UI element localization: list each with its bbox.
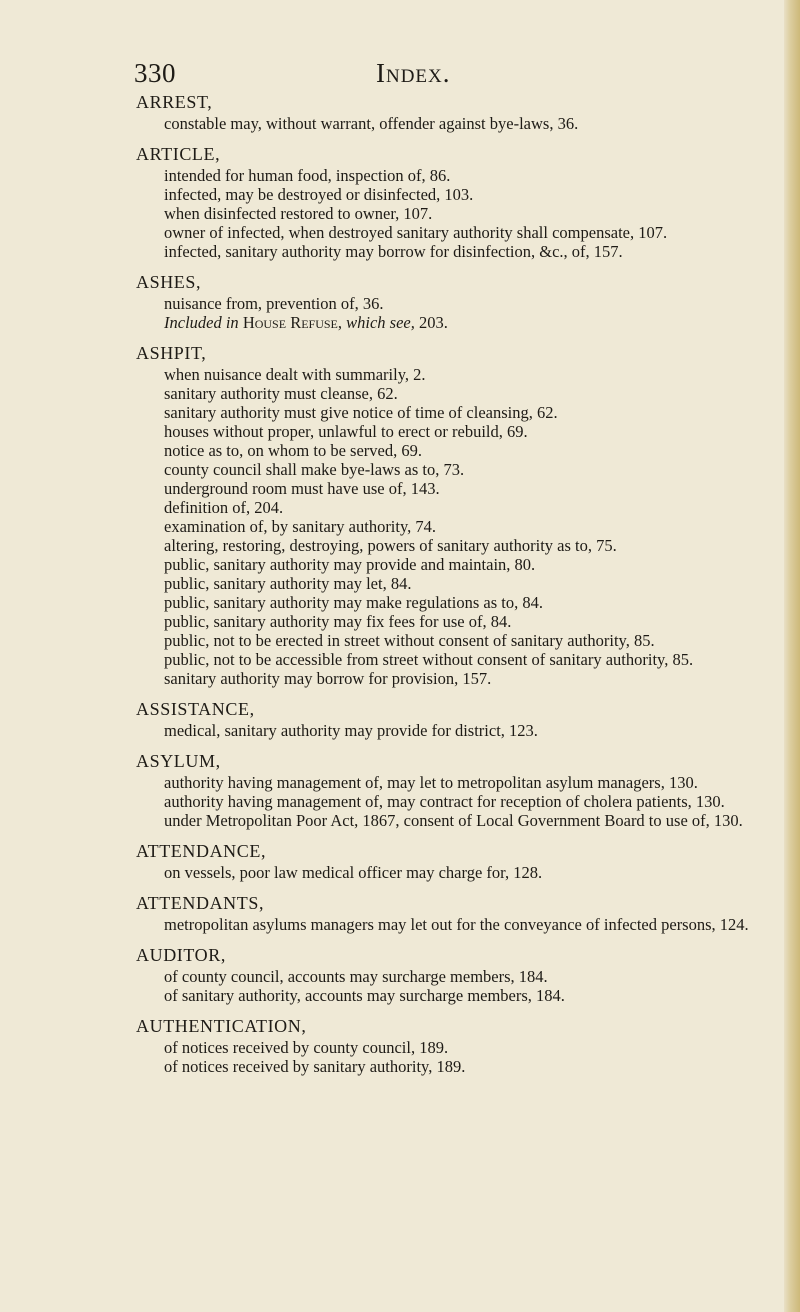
subentry: public, not to be accessible from street without consent of sanitary authority, 85. — [164, 650, 694, 669]
index-entry-assistance — [136, 699, 782, 740]
subentry: nuisance from, prevention of, 36. — [164, 294, 384, 313]
subentry: definition of, 204. — [164, 498, 284, 517]
subentry-list — [136, 915, 782, 934]
subentry-list — [136, 773, 782, 830]
subentry: of notices received by sanitary authority, 189. — [164, 1057, 466, 1076]
entry-heading: ASSISTANCE, — [136, 699, 255, 719]
running-head — [134, 58, 734, 88]
entry-heading: ARTICLE, — [136, 144, 221, 164]
cross-reference-term: House Refuse, — [242, 313, 342, 332]
subentry-list — [136, 1038, 782, 1076]
subentry: of notices received by county council, 189. — [164, 1038, 449, 1057]
running-head-title: Index. — [376, 58, 451, 88]
subentry: medical, sanitary authority may provide for district, 123. — [164, 721, 538, 740]
subentry: infected, may be destroyed or disinfected, 103. — [164, 185, 474, 204]
entry-heading: ATTENDANCE, — [136, 841, 267, 861]
cross-reference-prefix: Included in — [164, 313, 239, 332]
subentry: public, sanitary authority may fix fees for use of, 84. — [164, 612, 512, 631]
subentry: county council shall make bye-laws as to, 73. — [164, 460, 465, 479]
subentry: when disinfected restored to owner, 107. — [164, 204, 433, 223]
index-entry-asylum — [136, 751, 782, 830]
subentry: authority having management of, may let to metropolitan asylum managers, 130. — [164, 773, 698, 792]
index-entry-attendance — [136, 841, 782, 882]
entry-heading: ARREST, — [136, 92, 213, 112]
subentry: authority having management of, may contract for reception of cholera patients, 130. — [164, 792, 725, 811]
subentry: owner of infected, when destroyed sanitary authority shall compensate, 107. — [164, 223, 668, 242]
index-entries — [136, 92, 782, 1087]
subentry: public, sanitary authority may provide and maintain, 80. — [164, 555, 536, 574]
subentry: sanitary authority must give notice of time of cleansing, 62. — [164, 403, 558, 422]
index-entry-article — [136, 144, 782, 261]
index-entry-auditor — [136, 945, 782, 1005]
entry-heading: ASYLUM, — [136, 751, 221, 771]
index-entry-arrest — [136, 92, 782, 133]
subentry-list — [136, 166, 782, 261]
page-number: 330 — [134, 58, 176, 88]
entry-heading: ATTENDANTS, — [136, 893, 265, 913]
entry-heading: ASHPIT, — [136, 343, 207, 363]
subentry: when nuisance dealt with summarily, 2. — [164, 365, 426, 384]
subentry: examination of, by sanitary authority, 74. — [164, 517, 437, 536]
subentry: notice as to, on whom to be served, 69. — [164, 441, 422, 460]
subentry: of county council, accounts may surcharge members, 184. — [164, 967, 548, 986]
subentry: public, sanitary authority may make regulations as to, 84. — [164, 593, 543, 612]
subentry: underground room must have use of, 143. — [164, 479, 440, 498]
subentry: constable may, without warrant, offender against bye-laws, 36. — [164, 114, 579, 133]
entry-heading: AUTHENTICATION, — [136, 1016, 307, 1036]
entry-heading: AUDITOR, — [136, 945, 226, 965]
subentry: of sanitary authority, accounts may surcharge members, 184. — [164, 986, 565, 1005]
subentry-list — [136, 365, 782, 688]
index-entry-ashes — [136, 272, 782, 332]
entry-heading: ASHES, — [136, 272, 202, 292]
subentry-list — [136, 721, 782, 740]
index-entry-authentication — [136, 1016, 782, 1076]
subentry: intended for human food, inspection of, 86. — [164, 166, 451, 185]
index-entry-attendants — [136, 893, 782, 934]
subentry: public, not to be erected in street without consent of sanitary authority, 85. — [164, 631, 655, 650]
subentry-list — [136, 114, 782, 133]
subentry-list — [136, 863, 782, 882]
cross-reference — [150, 313, 782, 332]
subentry-list — [136, 967, 782, 1005]
subentry-list — [136, 294, 782, 332]
subentry: houses without proper, unlawful to erect or rebuild, 69. — [164, 422, 528, 441]
cross-reference-which-see: which see, — [346, 313, 415, 332]
subentry: sanitary authority may borrow for provision, 157. — [164, 669, 492, 688]
subentry: sanitary authority must cleanse, 62. — [164, 384, 398, 403]
subentry: public, sanitary authority may let, 84. — [164, 574, 412, 593]
cross-reference-page: 203. — [418, 313, 448, 332]
subentry: under Metropolitan Poor Act, 1867, consent of Local Government Board to use of, 130. — [164, 811, 743, 830]
subentry: on vessels, poor law medical officer may charge for, 128. — [164, 863, 543, 882]
subentry: altering, restoring, destroying, powers of sanitary authority as to, 75. — [164, 536, 617, 555]
page-edge-shadow — [784, 0, 800, 1312]
index-entry-ashpit — [136, 343, 782, 688]
subentry: metropolitan asylums managers may let out for the conveyance of infected persons, 124. — [164, 915, 749, 934]
subentry: infected, sanitary authority may borrow for disinfection, &c., of, 157. — [164, 242, 623, 261]
